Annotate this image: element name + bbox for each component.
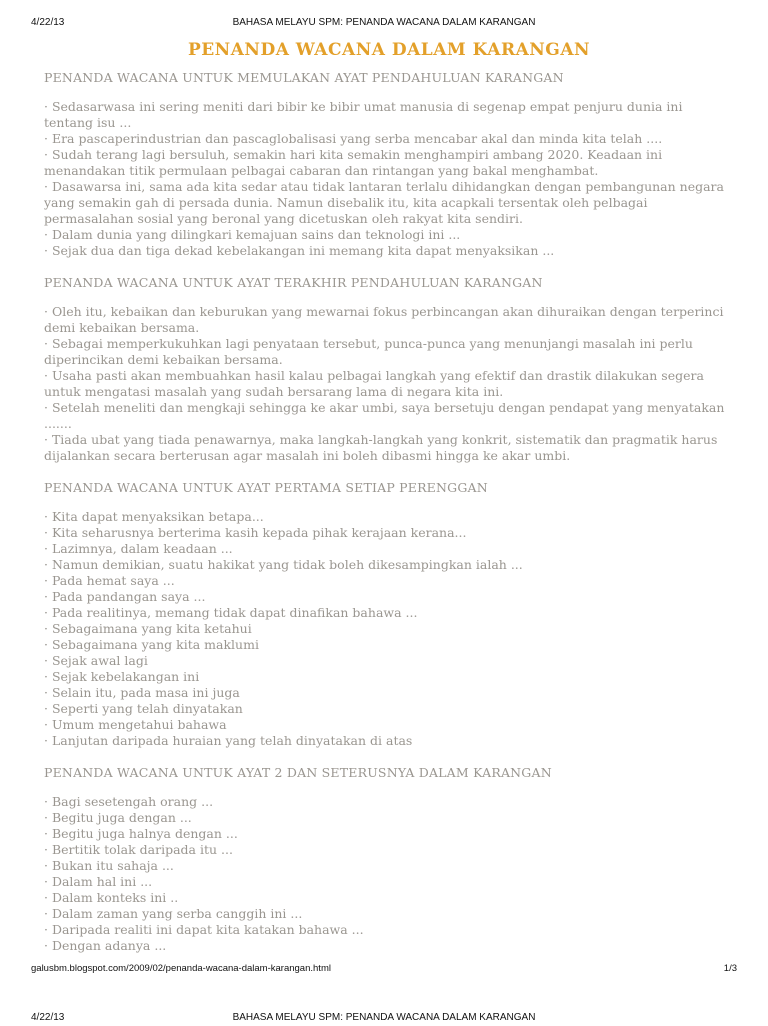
print-date: 4/22/13 — [31, 17, 65, 28]
list-item: · Dalam konteks ini .. — [44, 890, 734, 906]
list-item: · Sebagaimana yang kita ketahui — [44, 621, 734, 637]
list-item: · Dasawarsa ini, sama ada kita sedar atau tidak lantaran terlalu dihidangkan dengan pembangunan negara yang semakin gah di persada dunia. Namun disebalik itu, kita acapkali tersentak oleh pelbagai permasalahan sosial yang beronal yang dicetuskan oleh rakyat kita sendiri. — [44, 179, 734, 227]
list-item: · Kita seharusnya berterima kasih kepada pihak kerajaan kerana... — [44, 525, 734, 541]
list-item: · Sebagaimana yang kita maklumi — [44, 637, 734, 653]
list-item: · Dalam dunia yang dilingkari kemajuan sains dan teknologi ini ... — [44, 227, 734, 243]
phrase-list — [44, 304, 734, 464]
phrase-list — [44, 794, 734, 954]
list-item: · Pada hemat saya ... — [44, 573, 734, 589]
list-item: · Sedasarwasa ini sering meniti dari bibir ke bibir umat manusia di segenap empat penjuru dunia ini tentang isu ... — [44, 99, 734, 131]
list-item: · Era pascaperindustrian dan pascaglobalisasi yang serba mencabar akal dan minda kita telah .... — [44, 131, 734, 147]
list-item: · Bertitik tolak daripada itu ... — [44, 842, 734, 858]
list-item: · Lanjutan daripada huraian yang telah dinyatakan di atas — [44, 733, 734, 749]
list-item: · Pada realitinya, memang tidak dapat dinafikan bahawa ... — [44, 605, 734, 621]
list-item: · Dengan adanya ... — [44, 938, 734, 954]
next-page-date: 4/22/13 — [31, 1012, 65, 1023]
list-item: · Sejak kebelakangan ini — [44, 669, 734, 685]
list-item: · Usaha pasti akan membuahkan hasil kalau pelbagai langkah yang efektif dan drastik dilakukan segera untuk mengatasi masalah yang sudah bersarang lama di negara kita ini. — [44, 368, 734, 400]
section — [44, 480, 734, 749]
list-item: · Sebagai memperkukuhkan lagi penyataan tersebut, punca-punca yang menunjangi masalah ini perlu diperincikan demi kebaikan bersama. — [44, 336, 734, 368]
list-item: · Setelah meneliti dan mengkaji sehingga ke akar umbi, saya bersetuju dengan pendapat yang menyatakan ....... — [44, 400, 734, 432]
sections-container — [44, 70, 734, 954]
list-item: · Dalam hal ini ... — [44, 874, 734, 890]
list-item: · Bukan itu sahaja ... — [44, 858, 734, 874]
list-item: · Pada pandangan saya ... — [44, 589, 734, 605]
list-item: · Sejak awal lagi — [44, 653, 734, 669]
page-number: 1/3 — [723, 963, 737, 974]
list-item: · Selain itu, pada masa ini juga — [44, 685, 734, 701]
document-title: PENANDA WACANA DALAM KARANGAN — [187, 40, 591, 60]
section — [44, 765, 734, 954]
list-item: · Seperti yang telah dinyatakan — [44, 701, 734, 717]
section-heading: PENANDA WACANA UNTUK AYAT 2 DAN SETERUSNYA DALAM KARANGAN — [44, 765, 552, 780]
list-item: · Begitu juga halnya dengan ... — [44, 826, 734, 842]
list-item: · Kita dapat menyaksikan betapa... — [44, 509, 734, 525]
list-item: · Sudah terang lagi bersuluh, semakin hari kita semakin menghampiri ambang 2020. Keadaan ini menandakan titik permulaan pelbagai cabaran dan rintangan yang bakal menghambat. — [44, 147, 734, 179]
section-heading: PENANDA WACANA UNTUK AYAT TERAKHIR PENDAHULUAN KARANGAN — [44, 275, 543, 290]
list-item: · Bagi sesetengah orang ... — [44, 794, 734, 810]
source-url: galusbm.blogspot.com/2009/02/penanda-wacana-dalam-karangan.html — [31, 963, 331, 974]
print-footer — [0, 963, 768, 977]
print-header — [0, 17, 768, 31]
section — [44, 275, 734, 464]
list-item: · Oleh itu, kebaikan dan keburukan yang mewarnai fokus perbincangan akan dihuraikan dengan terperinci demi kebaikan bersama. — [44, 304, 734, 336]
phrase-list — [44, 509, 734, 749]
phrase-list — [44, 99, 734, 259]
list-item: · Umum mengetahui bahawa — [44, 717, 734, 733]
next-page-title: BAHASA MELAYU SPM: PENANDA WACANA DALAM KARANGAN — [232, 1012, 536, 1023]
print-page-title: BAHASA MELAYU SPM: PENANDA WACANA DALAM KARANGAN — [232, 17, 536, 28]
list-item: · Tiada ubat yang tiada penawarnya, maka langkah-langkah yang konkrit, sistematik dan pragmatik harus dijalankan secara berterusan agar masalah ini boleh dibasmi hingga ke akar umbi. — [44, 432, 734, 464]
document-body — [44, 40, 734, 970]
list-item: · Begitu juga dengan ... — [44, 810, 734, 826]
section-heading: PENANDA WACANA UNTUK AYAT PERTAMA SETIAP PERENGGAN — [44, 480, 488, 495]
list-item: · Lazimnya, dalam keadaan ... — [44, 541, 734, 557]
list-item: · Dalam zaman yang serba canggih ini ... — [44, 906, 734, 922]
list-item: · Sejak dua dan tiga dekad kebelakangan ini memang kita dapat menyaksikan ... — [44, 243, 734, 259]
list-item: · Daripada realiti ini dapat kita katakan bahawa ... — [44, 922, 734, 938]
section-heading: PENANDA WACANA UNTUK MEMULAKAN AYAT PENDAHULUAN KARANGAN — [44, 70, 564, 85]
list-item: · Namun demikian, suatu hakikat yang tidak boleh dikesampingkan ialah ... — [44, 557, 734, 573]
section — [44, 70, 734, 259]
